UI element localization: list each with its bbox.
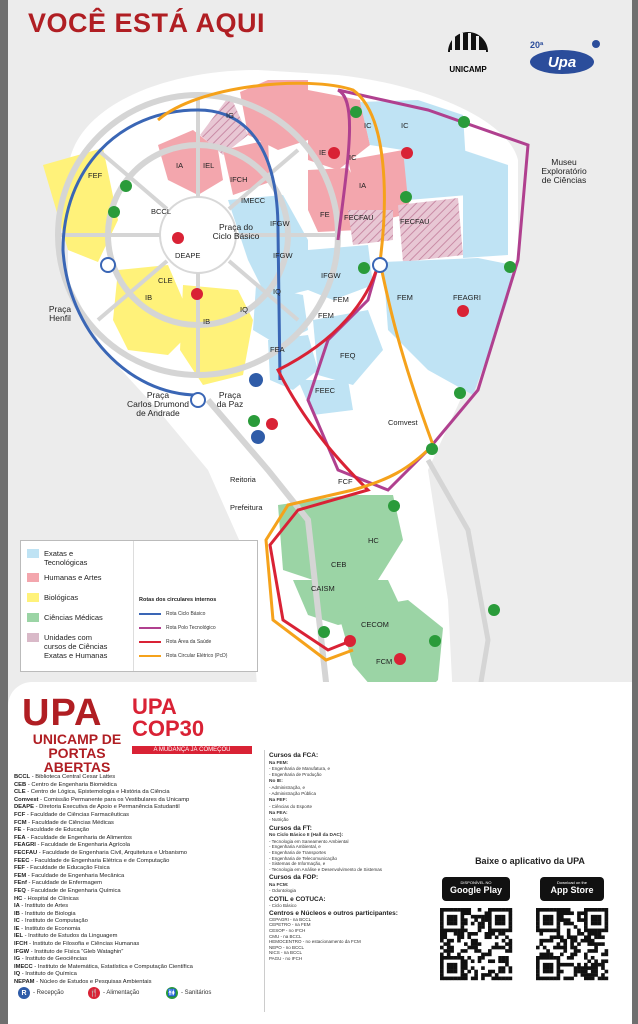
bld-ia-2: IA [359, 181, 367, 190]
course-item: - Engenharia de Manufatura, e [269, 766, 331, 772]
bld-imecc: IMECC [241, 196, 266, 205]
abbreviation-desc: - Instituto de Química [20, 971, 77, 978]
abbreviation-code: FE [14, 827, 22, 834]
legend-label: Ciências Médicas [44, 613, 103, 622]
route-swatch [139, 627, 161, 629]
legend-humanas [27, 573, 102, 582]
abbreviation-desc: - Faculdade de Ciências Médicas [26, 819, 114, 826]
upa-subtitle: UNICAMP DE PORTAS ABERTAS [32, 731, 122, 775]
route-label: Rota Circular Elétrico (PcD) [166, 653, 228, 659]
course-item: - Ciclo Básico [269, 902, 297, 908]
restroom-icon[interactable] [426, 443, 438, 455]
abbreviation-item [14, 979, 264, 987]
abbreviation-item [14, 903, 264, 911]
google-play-label: Google Play [449, 885, 502, 895]
bld-fecfau-2: FECFAU [400, 217, 430, 226]
route-label: Rota Ciclo Básico [166, 611, 206, 617]
place-label-line: Praça [218, 390, 242, 400]
course-item: - Nutrição [269, 816, 289, 822]
route-ciclo [139, 611, 205, 617]
bld-caism: CAISM [311, 584, 335, 593]
bld-iq-1: IQ [273, 287, 281, 296]
place-label-line: de Ciências [541, 175, 587, 185]
legend-label: Unidades com cursos de Ciências Exatas e Humanas [44, 633, 108, 660]
abbreviation-code: FEM [14, 872, 27, 879]
legend-label: Biológicas [44, 593, 79, 602]
route-label: Rota Área da Saúde [166, 639, 212, 645]
course-item: - Odontologia [269, 888, 297, 894]
key-label: - Alimentação [103, 990, 140, 996]
food-icon[interactable] [328, 147, 340, 159]
abbreviation-code: FECFAU [14, 849, 38, 856]
bld-feagri: FEAGRI [453, 293, 481, 302]
abbreviation-desc: - Faculdade de Engenharia Mecânica [26, 872, 125, 879]
abbreviation-desc: - Instituto de Biologia [19, 910, 76, 917]
key-label: - Recepção [33, 990, 64, 996]
abbreviation-desc: - Faculdade de Engenharia Elétrica e de Computação [29, 857, 170, 864]
legend-label: Exatas e Tecnológicas [44, 549, 88, 567]
course-item: NICS - na BCCL [269, 950, 303, 956]
bld-reitoria: Reitoria [230, 475, 256, 484]
course-item: - Ciências do Esporte [269, 803, 313, 809]
bld-ifgw-1: IFGW [270, 219, 290, 228]
course-item: - Engenharia de Telecomunicação [269, 855, 337, 861]
routes-title: Rotas dos circulares internos [139, 597, 217, 603]
abbreviation-desc: - Núcleo de Estudos e Pesquisas Ambientais [34, 979, 152, 986]
place-label-line: Henfil [49, 313, 71, 323]
bld-fe: FE [320, 210, 330, 219]
course-item: NEPO - no BCCL [269, 944, 305, 950]
abbreviation-item [14, 842, 264, 850]
course-item: - Engenharia de Transportes [269, 849, 327, 855]
abbreviation-item [14, 865, 264, 873]
abbreviation-code: IE [14, 925, 20, 932]
course-item: - Tecnologia em Análise e Desenvolvimento de Sistemas [269, 866, 382, 872]
place-label-line: de Andrade [136, 408, 180, 418]
abbreviation-desc: - Instituto de Estudos da Linguagem [23, 933, 118, 940]
courses-subheading: No IE: [269, 779, 283, 785]
bld-hc: HC [368, 536, 379, 545]
abbreviation-item [14, 812, 264, 820]
google-play-qr-code[interactable] [440, 908, 512, 980]
abbreviation-desc: - Faculdade de Educação Física [24, 865, 110, 872]
courses-subheading: Na FEA: [269, 811, 288, 817]
upa-logo-text: Upa [547, 54, 577, 71]
roundabout-east [373, 258, 387, 272]
google-play-button[interactable] [442, 877, 510, 901]
abbreviation-desc: - Hospital de Clínicas [22, 895, 79, 902]
key-restroom [166, 987, 211, 999]
bld-iel: IEL [203, 161, 215, 170]
food-icon[interactable] [457, 305, 469, 317]
courses-heading: COTIL e COTUCA: [269, 896, 326, 904]
place-ciclo-basico-line1: Praça do [218, 222, 254, 232]
place-label-line: Museu [551, 157, 577, 167]
courses-subheading: Na FEM: [269, 760, 289, 766]
abbreviation-desc: - Faculdade de Engenharia Química [25, 887, 121, 894]
route-label: Rota Polo Tecnológico [166, 625, 216, 631]
bld-ic-3: IC [349, 153, 357, 162]
place-henfil [49, 304, 71, 323]
abbreviation-item [14, 797, 264, 805]
abbreviation-desc: - Instituto de Economia [19, 925, 81, 932]
bld-fcm: FCM [376, 657, 393, 666]
route-swatch [139, 641, 161, 643]
region-fecfau-blue [463, 150, 508, 258]
course-item: CMU - na BCCL [269, 933, 302, 939]
roundabout-drumond [191, 393, 205, 407]
abbreviation-code: HC [14, 895, 23, 902]
restroom-icon[interactable] [248, 415, 260, 427]
abbreviation-desc: - Faculdade de Engenharia Civil, Arquitetura e Urbanismo [37, 849, 188, 856]
place-museu [541, 157, 587, 185]
abbreviation-desc: - Faculdade de Engenharia Agrícola [35, 842, 131, 849]
abbreviation-code: FCM [14, 819, 27, 826]
bld-ia: IA [176, 161, 184, 170]
place-label-line: Exploratório [541, 166, 587, 176]
reception-icon: R [18, 987, 30, 999]
bld-ifgw-3: IFGW [321, 271, 341, 280]
abbreviation-desc: - Faculdade de Educação [21, 827, 90, 834]
courses-title: Cursos da FCA: [269, 752, 319, 759]
place-label-line: Praça [48, 304, 72, 314]
legend-mixed [27, 633, 107, 660]
abbreviation-desc: - Faculdade de Ciências Farmacêuticas [25, 811, 130, 818]
bld-ib-1: IB [145, 293, 153, 302]
abbreviation-desc: - Instituto de Artes [19, 903, 69, 910]
bld-comvest: Comvest [388, 418, 418, 427]
abbreviation-desc: - Faculdade de Enfermagem [26, 880, 102, 887]
app-title: Baixe o aplicativo da UPA [475, 856, 585, 866]
restroom-icon[interactable] [350, 106, 362, 118]
legend-swatch [27, 549, 39, 558]
abbreviation-code: IB [14, 910, 20, 917]
abbreviation-code: BCCL [14, 774, 31, 780]
region-fecfau-2 [398, 198, 463, 262]
bld-iq-2: IQ [240, 305, 248, 314]
abbreviation-item [14, 858, 264, 866]
courses-subheading: Na FEF: [269, 798, 288, 804]
app-store-small: Download on the [556, 880, 588, 885]
bld-fem-3: FEM [397, 293, 413, 302]
abbreviation-code: IMECC [14, 963, 33, 970]
cop30-tag: A MUDANÇA JÁ COMEÇOU [132, 746, 252, 754]
bld-fem-1: FEM [333, 295, 349, 304]
food-icon: 🍴 [88, 987, 100, 999]
abbreviation-desc: - Centro de Engenharia Biomédica [26, 781, 117, 788]
bld-ceb: CEB [331, 560, 347, 569]
bld-bccl: BCCL [151, 207, 172, 216]
abbreviation-item [14, 774, 264, 782]
key-food [88, 987, 139, 999]
abbreviation-item [14, 804, 264, 812]
place-ciclo-basico-line2: Ciclo Básico [212, 231, 260, 241]
route-saude [139, 639, 211, 645]
place-label-line: Praça [146, 390, 170, 400]
bld-fea: FEA [270, 345, 285, 354]
abbreviation-code: Comvest [14, 796, 39, 803]
abbreviation-item [14, 888, 264, 896]
app-store-button[interactable] [540, 877, 604, 901]
key-reception [18, 987, 64, 999]
bld-fef: FEF [88, 171, 103, 180]
abbreviation-item [14, 880, 264, 888]
restroom-icon[interactable] [358, 262, 370, 274]
legend-exatas [27, 549, 87, 567]
abbreviation-code: FEnf [14, 880, 27, 887]
abbreviation-desc: - Instituto de Computação [19, 918, 88, 925]
info-panel [8, 682, 632, 1024]
abbreviation-code: IC [14, 918, 20, 925]
course-item: - Administração Pública [269, 790, 317, 796]
unicamp-logo-text: UNICAMP [449, 65, 487, 74]
qr-pattern [440, 908, 512, 980]
legend-swatch [27, 573, 39, 582]
course-item: - Tecnologia em Saneamento Ambiental [269, 838, 349, 844]
legend-label: Humanas e Artes [44, 573, 102, 582]
abbreviation-code: IEL [14, 933, 24, 940]
food-icon[interactable] [401, 147, 413, 159]
abbreviation-item [14, 850, 264, 858]
cop30-text: UPA COP30 [132, 694, 205, 741]
restroom-icon[interactable] [318, 626, 330, 638]
abbreviation-item [14, 941, 264, 949]
upa-title: UPA [22, 692, 103, 734]
course-item: - Administração, e [269, 784, 306, 790]
abbreviation-code: FEAGRI [14, 842, 36, 849]
abbreviation-item [14, 933, 264, 941]
course-item: - Sistemas de Informação, e [269, 861, 326, 867]
abbreviation-item [14, 918, 264, 926]
place-paz [217, 390, 243, 409]
abbreviation-code: CEB [14, 781, 27, 788]
legend-swatch [27, 593, 39, 602]
abbreviation-desc: - Faculdade de Engenharia de Alimentos [25, 834, 132, 841]
bld-prefeitura: Prefeitura [230, 503, 263, 512]
food-icon[interactable] [266, 418, 278, 430]
bld-ifch: IFCH [230, 175, 248, 184]
route-swatch [139, 613, 161, 615]
roundabout-henfil [101, 258, 115, 272]
bld-fem-2: FEM [318, 311, 334, 320]
abbreviation-code: IFGW [14, 948, 30, 955]
courses-panel [264, 750, 431, 1012]
abbreviation-desc: - Instituto de Matemática, Estatística e Computação Científica [32, 963, 193, 970]
abbreviation-desc: - Instituto de Filosofia e Ciências Humanas [27, 941, 140, 948]
abbreviation-desc: - Instituto de Geociências [20, 956, 88, 963]
abbreviation-desc: - Centro de Lógica, Epistemologia e História da Ciência [25, 789, 170, 796]
map-legend [20, 540, 258, 672]
bld-ic-1: IC [364, 121, 372, 130]
abbreviation-desc: - Diretoria Executiva de Apoio e Permanência Estudantil [33, 804, 180, 811]
abbreviation-code: FEQ [14, 887, 26, 894]
course-item: CEPAGRI - na BCCL [269, 916, 312, 922]
bld-cecom: CECOM [361, 620, 389, 629]
abbreviation-item [14, 827, 264, 835]
upa-badge-text: 20ª [530, 40, 544, 50]
course-item: HEMOCENTRO - no estacionamento da FCM [269, 939, 361, 945]
place-label-line: da Paz [216, 399, 244, 409]
food-icon[interactable] [344, 635, 356, 647]
abbreviation-code: FEF [14, 865, 25, 872]
restroom-icon: 🚻 [166, 987, 178, 999]
course-item: PAGU - no IFCH [269, 956, 303, 961]
courses-subheading: Na FCM: [269, 882, 289, 888]
abbreviation-item [14, 926, 264, 934]
bld-fecfau-1: FECFAU [344, 213, 374, 222]
map-poster [8, 0, 632, 1024]
bld-ie: IE [319, 148, 327, 157]
abbreviation-item [14, 835, 264, 843]
abbreviation-code: IA [14, 903, 20, 910]
bld-feec: FEEC [315, 386, 336, 395]
abbreviation-code: FCF [14, 811, 26, 818]
bld-cle: CLE [158, 276, 173, 285]
legend-medicas [27, 613, 103, 622]
restroom-icon[interactable] [400, 191, 412, 203]
reception-icon[interactable] [251, 430, 265, 444]
bld-deape: DEAPE [175, 251, 201, 260]
food-icon[interactable] [191, 288, 203, 300]
place-ciclo-basico [213, 222, 260, 241]
course-item: CESOP - no IFCH [269, 928, 306, 934]
bld-ic-2: IC [401, 121, 409, 130]
qr-pattern [536, 908, 608, 980]
abbreviation-item [14, 820, 264, 828]
courses-heading: Cursos da FT: [269, 824, 312, 832]
legend-biologicas [27, 593, 78, 602]
key-label: - Sanitários [181, 990, 212, 996]
app-store-label: App Store [550, 885, 594, 895]
abbreviation-item [14, 956, 264, 964]
courses-heading: Cursos da FOP: [269, 874, 319, 882]
abbreviation-code: FEA [14, 834, 26, 841]
legend-swatch [27, 633, 39, 642]
abbreviations-list [14, 774, 264, 987]
route-swatch [139, 655, 161, 657]
restroom-icon[interactable] [429, 635, 441, 647]
reception-icon[interactable] [249, 373, 263, 387]
abbreviation-item [14, 873, 264, 881]
abbreviation-code: IQ [14, 971, 21, 978]
abbreviation-item [14, 911, 264, 919]
course-item: - Engenharia de Produção [269, 771, 322, 777]
route-eletrico [139, 653, 227, 659]
restroom-icon[interactable] [504, 261, 516, 273]
restroom-icon[interactable] [108, 206, 120, 218]
bld-ig: IG [226, 111, 234, 120]
restroom-icon[interactable] [458, 116, 470, 128]
restroom-icon[interactable] [488, 604, 500, 616]
abbreviation-code: CLE [14, 789, 26, 796]
bld-fcf: FCF [338, 477, 353, 486]
route-polo [139, 625, 216, 631]
food-icon[interactable] [172, 232, 184, 244]
abbreviation-item [14, 949, 264, 957]
abbreviation-desc: - Instituto de Física “Gleb Wataghin” [29, 948, 124, 955]
page-title: VOCÊ ESTÁ AQUI [28, 8, 266, 38]
course-item: CEPETRO - na FEM [269, 922, 311, 928]
abbreviation-code: NEPAM [14, 979, 35, 986]
app-store-qr-code[interactable] [536, 908, 608, 980]
abbreviation-item [14, 964, 264, 972]
food-icon[interactable] [394, 653, 406, 665]
restroom-icon[interactable] [120, 180, 132, 192]
place-label-line: Carlos Drumond [127, 399, 189, 409]
courses-subheading: No Ciclo Básico II (Hall da DAC): [269, 833, 344, 839]
bld-ifgw-2: IFGW [273, 251, 293, 260]
google-play-small: DISPONÍVEL NO [460, 880, 492, 885]
course-item: - Engenharia Ambiental, e [269, 844, 321, 850]
abbreviation-desc: - Biblioteca Central Cesar Lattes [30, 774, 116, 780]
abbreviation-item [14, 896, 264, 904]
bld-ib-2: IB [203, 317, 211, 326]
cop30-logo [132, 694, 252, 753]
abbreviation-code: DEAPE [14, 804, 34, 811]
courses-heading: Centros e Núcleos e outros participantes: [269, 910, 398, 918]
bld-feq: FEQ [340, 351, 356, 360]
restroom-icon[interactable] [454, 387, 466, 399]
legend-swatch [27, 613, 39, 622]
abbreviation-item [14, 782, 264, 790]
restroom-icon[interactable] [388, 500, 400, 512]
legend-divider [133, 541, 134, 671]
abbreviation-code: IG [14, 956, 21, 963]
abbreviation-code: FEEC [14, 857, 30, 864]
courses-list [269, 761, 431, 962]
abbreviation-desc: - Comissão Permanente para os Vestibulares da Unicamp [38, 796, 190, 803]
abbreviation-code: IFCH [14, 941, 28, 948]
abbreviation-item [14, 971, 264, 979]
abbreviation-item [14, 789, 264, 797]
